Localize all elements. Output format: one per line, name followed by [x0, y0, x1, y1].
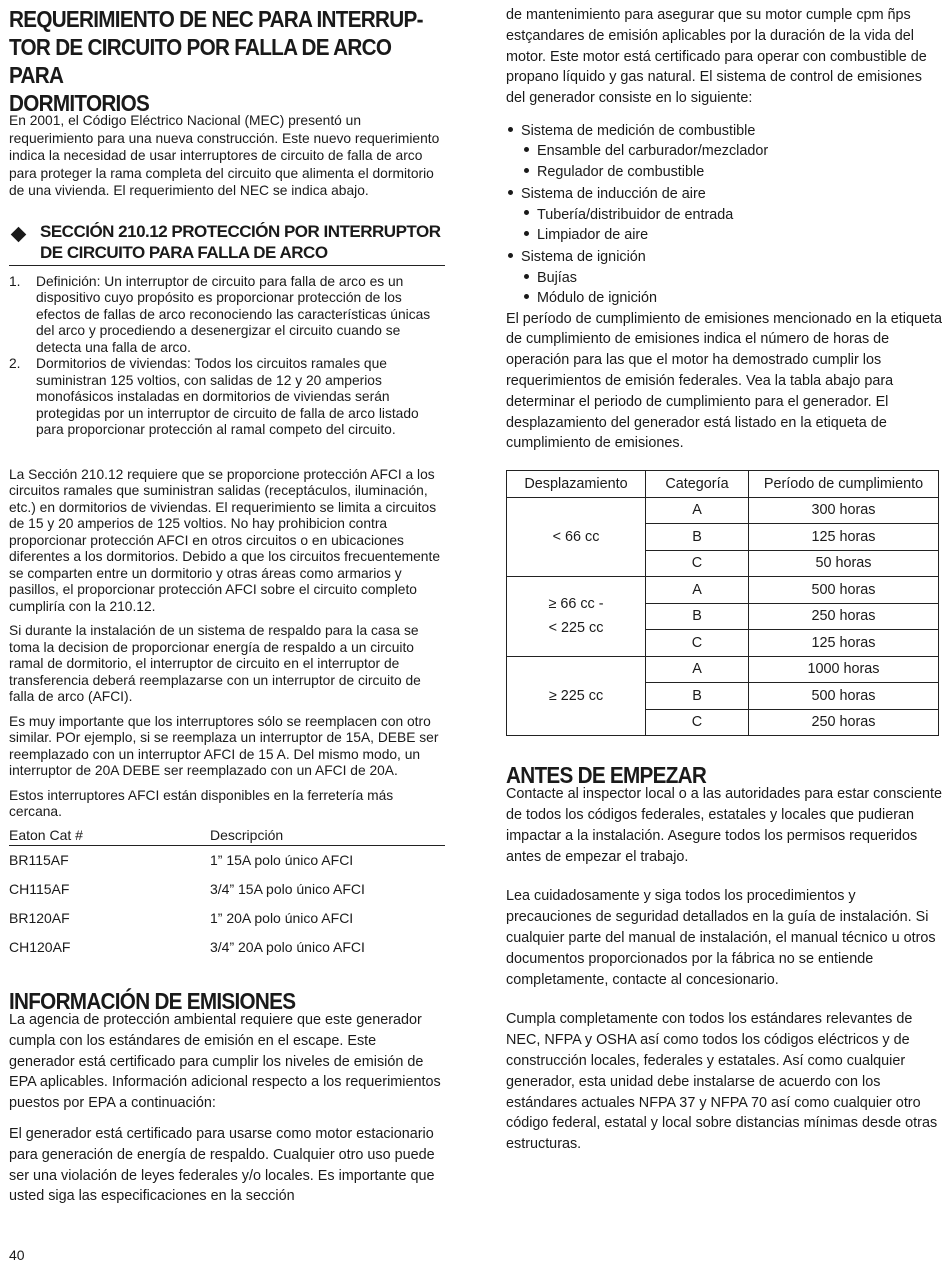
table-row: C 50 horas [507, 550, 939, 577]
right-column [506, 5, 942, 1155]
bullet-icon [524, 210, 529, 215]
bullet-icon [524, 147, 529, 152]
table-row: < 66 cc A 300 horas [507, 497, 939, 524]
table-row: B 500 horas [507, 683, 939, 710]
page-number: 40 [9, 1247, 25, 1263]
title-line: TOR DE CIRCUITO POR FALLA DE ARCO PARA [9, 34, 392, 88]
emissions-table [506, 470, 939, 736]
paragraph: Lea cuidadosamente y siga todos los procedimientos y precauciones de seguridad detallados en la guía de instalación. Si cualquier parte del manual de instalación, el manual técnico u otros documentos proporcionados por la fábrica no se entiende completamente, contacte al concesionario. [506, 888, 936, 988]
definitions-list [9, 274, 445, 439]
bullet-icon [524, 274, 529, 279]
list-item: Ensamble del carburador/mezclador [506, 141, 942, 161]
list-item: 1. Definición: Un interruptor de circuito para falla de arco es un dispositivo cuyo propósito es proporcionar protección de los efectos de fallas de arco reconociendo las características únicas del arco y procediendo a desenergizar el circuito cuando se detecta una falla de arco. [9, 273, 431, 355]
title-line: DORMITORIOS [9, 90, 150, 116]
displacement-cell: < 66 cc [507, 497, 646, 577]
displacement-cell: ≥ 225 cc [507, 656, 646, 736]
paragraph: La Sección 210.12 requiere que se proporcione protección AFCI a los circuitos ramales que suministran salidas (receptáculos, iluminación, etc.) en dormitorios de viviendas. El requerimiento se limita a circuitos de 15 y 20 amperios de 125 voltios. No hay prohibicion contra proporcionar protección AFCI en otros circuitos o en ubicaciones diferentes a los dormitorios. Debido a que los circuitos frecuentemente se comparten entre un dormitorio y otras áreas como armarios y pasillos, el proporcionar protección AFCI sobre el circuito completo cumpliría con la 210.12. [9, 466, 440, 614]
paragraph: de mantenimiento para asegurar que su motor cumple cpm ñps estçandares de emisión aplicables por la duración de la vida del motor. Este motor está certificado para operar con combustible de propano líquido y gas natural. El sistema de control de emisiones del generador consiste en lo siguiente: [506, 7, 927, 107]
list-item: Sistema de ignición [506, 247, 942, 267]
table-row: CH120AF 3/4” 20A polo único AFCI [9, 939, 365, 956]
displacement-cell: ≥ 66 cc - < 225 cc [507, 577, 646, 657]
emission-system-list [506, 121, 942, 309]
paragraph: La agencia de protección ambiental requiere que este generador cumpla con los estándares de emisión en el escape. Este generador está certificado para cumplir los niveles de emisión de EPA aplicables. Información adicional respecto a los requerimientos puestos por EPA a continuación: [9, 1011, 441, 1112]
emissions-title: INFORMACIÓN DE EMISIONES [9, 987, 296, 1014]
before-title: ANTES DE EMPEZAR [506, 762, 707, 789]
list-item: Sistema de medición de combustible [506, 121, 942, 141]
diamond-bullet-icon [11, 227, 27, 243]
table-row: BR120AF 1” 20A polo único AFCI [9, 910, 354, 927]
list-item: Bujías [506, 268, 942, 288]
section-heading [9, 221, 445, 266]
paragraph: Estos interruptores AFCI están disponibles en la ferretería más cercana. [9, 787, 394, 820]
table-row: B 250 horas [507, 603, 939, 630]
bullet-icon [524, 168, 529, 173]
list-item: Limpiador de aire [506, 225, 942, 245]
table-row: ≥ 66 cc - < 225 cc A 500 horas [507, 577, 939, 604]
paragraph: Es muy importante que los interruptores sólo se reemplacen con otro similar. POr ejemplo, si se reemplaza un interruptor de 15A, DEBE ser reemplazado con un interruptor AFCI de 15 A. Del mismo modo, un interruptor de 20A DEBE ser reemplazado con un AFCI de 20A. [9, 713, 439, 779]
table-row: ≥ 225 cc A 1000 horas [507, 656, 939, 683]
table-header: Eaton Cat # Descripción [9, 827, 445, 846]
left-column [9, 0, 445, 1207]
list-item: Tubería/distribuidor de entrada [506, 205, 942, 225]
table-row: B 125 horas [507, 524, 939, 551]
paragraph: Contacte al inspector local o a las autoridades para estar consciente de todos los códigos federales, estatales y locales que pudieran impactar a la instalación. Asegure todos los permisos requeridos antes de empezar el trabajo. [506, 786, 942, 865]
paragraph: Cumpla completamente con todos los estándares relevantes de NEC, NFPA y OSHA así como todos los códigos eléctricos y de construcción locales, federales y estatales. Así como cualquier generador, esta unidad debe instalarse de acuerdo con los estándares actuales NFPA 37 y NFPA 70 así como cualquier otro código federal, estatal y local sobre distancias mínimas desde otras estructuras. [506, 1011, 938, 1153]
bullet-icon [524, 294, 529, 299]
paragraph: El generador está certificado para usarse como motor estacionario para generación de energía de respaldo. Cualquier otro uso puede ser una violación de leyes federales y/o locales. Es importante que usted siga las especificaciones en la sección [9, 1125, 435, 1205]
nec-title [9, 5, 441, 117]
bullet-icon [508, 127, 513, 132]
table-row: CH115AF 3/4” 15A polo único AFCI [9, 881, 365, 898]
title-line: REQUERIMIENTO DE NEC PARA INTERRUP- [9, 6, 423, 32]
bullet-icon [524, 231, 529, 236]
nec-intro: En 2001, el Código Eléctrico Nacional (MEC) presentó un requerimiento para una nueva construcción. Este nuevo requerimiento indica la necesidad de usar interruptores de circuito de falla de arco para proteger la rama completa del circuito que alimenta el dormitorio de una vivienda. El requerimiento del NEC se indica abajo. [9, 113, 440, 199]
bullet-icon [508, 253, 513, 258]
paragraph: El período de cumplimiento de emisiones mencionado en la etiqueta de cumplimiento de emisiones indica el número de horas de operación para las que el motor ha demostrado cumplir los requerimientos de emisión federales. Vea la tabla abajo para determinar el periodo de cumplimiento para el generador. El desplazamiento del generador está listado en la etiqueta de cumplimiento de emisiones. [506, 310, 942, 452]
paragraph: Si durante la instalación de un sistema de respaldo para la casa se toma la decision de proporcionar energía de respaldo a un circuito ramal de dormitorio, el interruptor de circuito en el interruptor de transferencia deberá reemplazarse con un interruptor de circuito de falla de arco (AFCI). [9, 623, 421, 705]
afci-table [9, 827, 445, 962]
list-item: Módulo de ignición [506, 288, 942, 308]
table-header: Desplazamiento Categoría Período de cumplimiento [507, 471, 939, 498]
section-title: SECCIÓN 210.12 PROTECCIÓN POR INTERRUPTOR DE CIRCUITO PARA FALLA DE ARCO [40, 221, 441, 262]
list-item: Sistema de inducción de aire [506, 184, 942, 204]
list-item: 2. Dormitorios de viviendas: Todos los circuitos ramales que suministran 125 voltios, con salidas de 12 y 20 amperios monofásicos instaladas en dormitorios de viviendas serán protegidas por un interruptor de circuito de falla de arco listado para proporcionar protección al ramal competo del circuito. [9, 356, 419, 438]
table-row: C 250 horas [507, 709, 939, 736]
table-row: BR115AF 1” 15A polo único AFCI [9, 852, 354, 869]
table-row: C 125 horas [507, 630, 939, 657]
bullet-icon [508, 190, 513, 195]
list-item: Regulador de combustible [506, 162, 942, 182]
